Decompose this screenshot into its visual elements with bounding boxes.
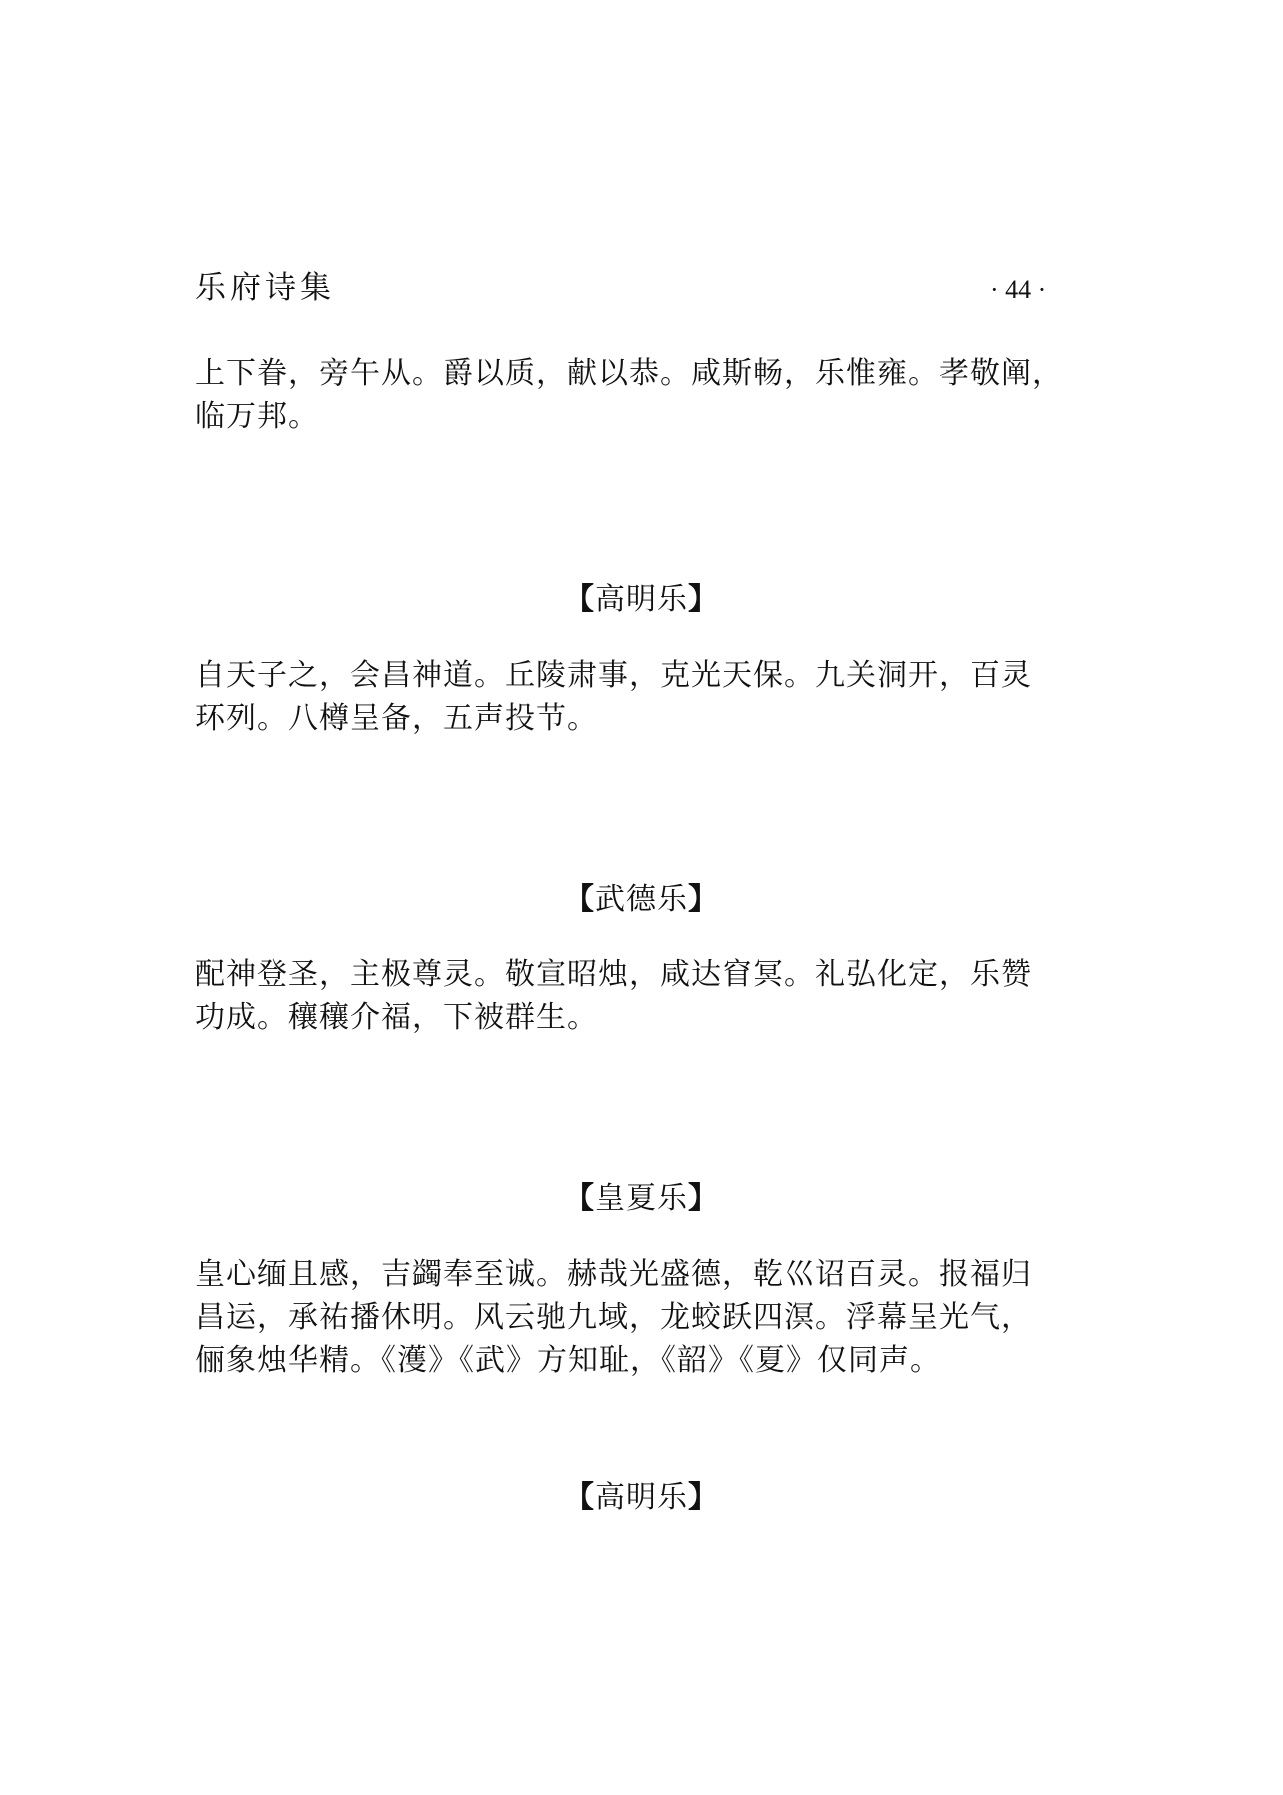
- section-heading-wude: [0, 880, 1283, 920]
- heading-text: 皇夏乐: [595, 1181, 688, 1216]
- section-heading-gaoming: [0, 580, 1283, 620]
- heading-open-bracket: 【: [564, 882, 595, 917]
- heading-open-bracket: 【: [564, 1181, 595, 1216]
- heading-open-bracket: 【: [564, 582, 595, 617]
- paragraph-huangxia: 皇心缅且感，吉蠲奉至诚。赫哉光盛德，乾巛诏百灵。报福归 昌运，承祐播休明。风云驰九域，龙蛟跃四溟。浮幕呈光气， 俪象烛华精。《濩》《武》方知耻，《韶》《夏》仅同声。: [195, 1257, 1032, 1378]
- paragraph-gaoming: 自天子之，会昌神道。丘陵肃事，克光天保。九关洞开，百灵 环列。八樽呈备，五声投节。: [195, 658, 1032, 736]
- heading-close-bracket: 】: [688, 1181, 719, 1216]
- heading-text: 高明乐: [595, 1480, 688, 1515]
- heading-text: 高明乐: [595, 582, 688, 617]
- paragraph-wude: 配神登圣，主极尊灵。敬宣昭烛，咸达窅冥。礼弘化定，乐赞 功成。穰穰介福，下被群生。: [195, 957, 1032, 1035]
- section-heading-huangxia: [0, 1179, 1283, 1219]
- heading-close-bracket: 】: [688, 1480, 719, 1515]
- heading-text: 武德乐: [595, 882, 688, 917]
- paragraph-intro: 上下眷，旁午从。爵以质，献以恭。咸斯畅，乐惟雍。孝敬阐， 临万邦。: [195, 356, 1063, 434]
- heading-close-bracket: 】: [688, 582, 719, 617]
- heading-close-bracket: 】: [688, 882, 719, 917]
- heading-open-bracket: 【: [564, 1480, 595, 1515]
- page-number: · 44 ·: [990, 275, 1047, 304]
- book-title: 乐府诗集: [195, 270, 335, 306]
- section-heading-gaoming-2: [0, 1478, 1283, 1518]
